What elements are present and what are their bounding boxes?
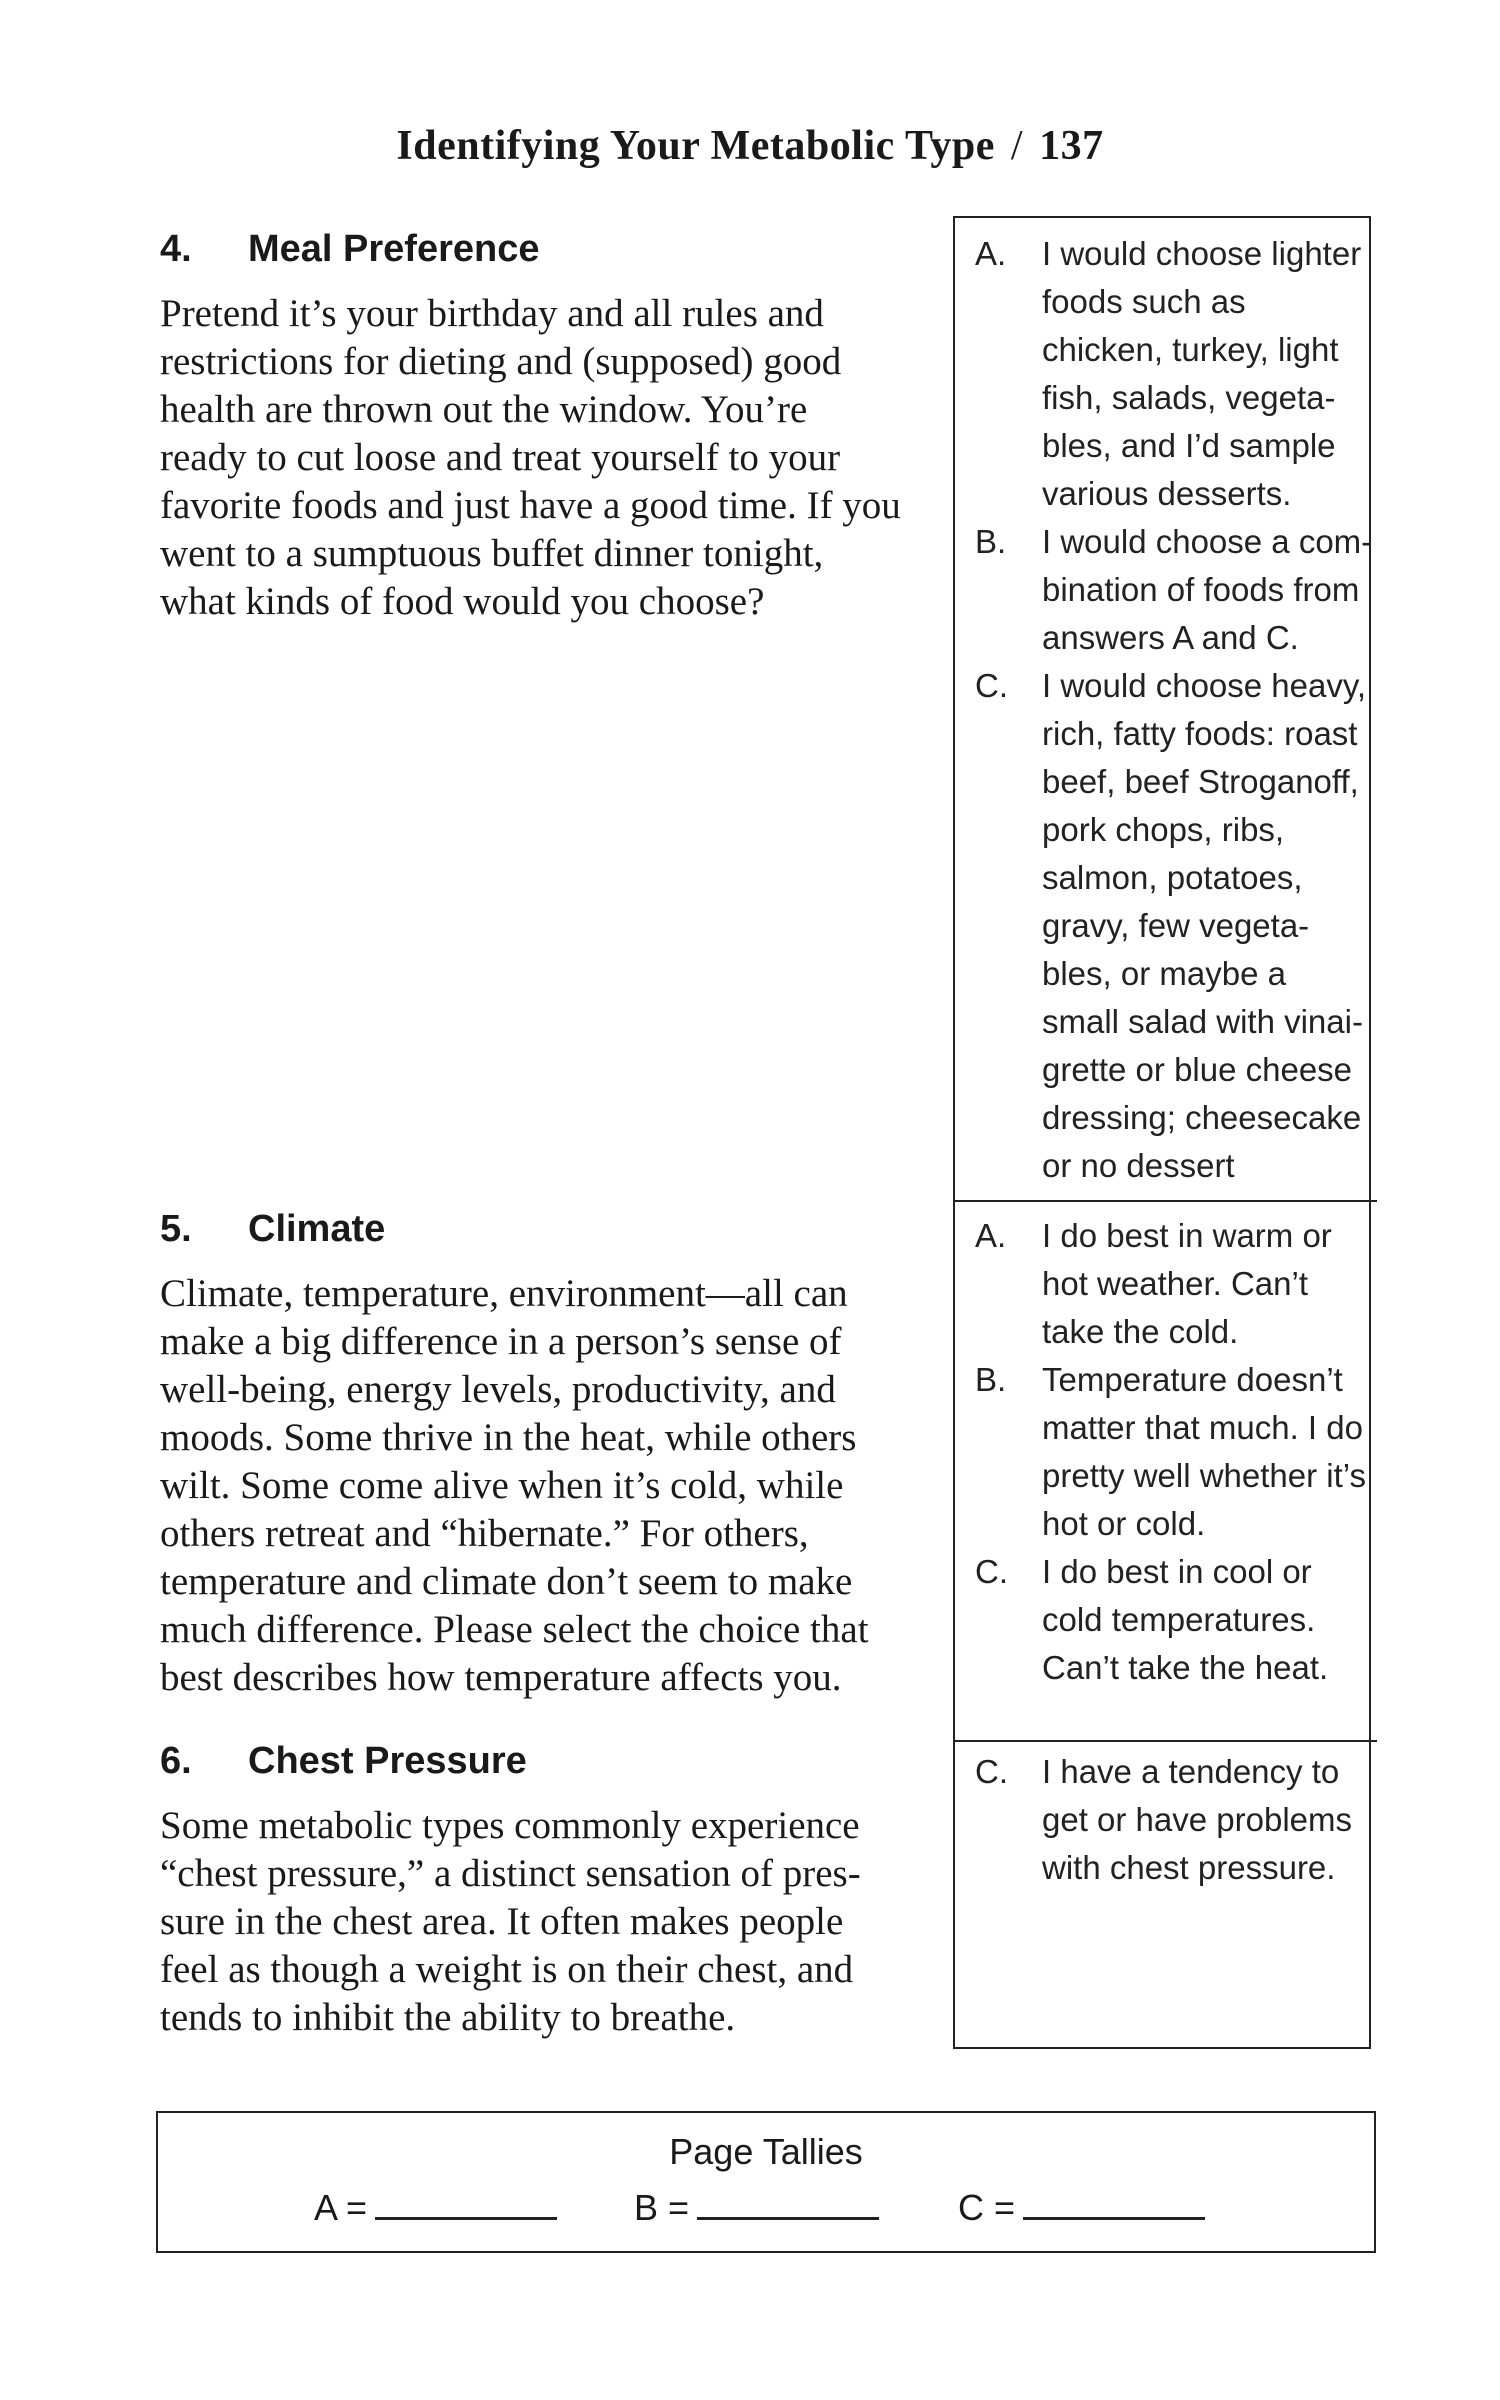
text-line: “chest pressure,” a distinct sensation of pres- (160, 1852, 861, 1895)
option-line: small salad with vinai- (1042, 1003, 1363, 1040)
option-line: fish, salads, vegeta- (1042, 379, 1336, 416)
question-5-text (160, 1270, 920, 1702)
option-line: bles, and I’d sample (1042, 427, 1336, 464)
option-line: bles, or maybe a (1042, 955, 1286, 992)
tally-a (314, 2187, 557, 2229)
tally-a-blank[interactable] (375, 2187, 557, 2220)
page-number: 137 (1039, 123, 1104, 169)
text-line: sure in the chest area. It often makes people (160, 1900, 844, 1943)
text-line: favorite foods and just have a good time. If you (160, 484, 901, 527)
option-line: Can’t take the heat. (1042, 1649, 1329, 1686)
option-letter: B. (975, 1361, 1007, 1398)
tally-b-label: B = (634, 2187, 690, 2228)
option-line: matter that much. I do (1042, 1409, 1363, 1446)
option-line: or no dessert (1042, 1147, 1235, 1184)
option-line: salmon, potatoes, (1042, 859, 1303, 896)
option-line: I would choose a com- (1042, 523, 1373, 560)
option-line: take the cold. (1042, 1313, 1239, 1350)
answers-divider (953, 1200, 1377, 1202)
answer-option-b[interactable] (975, 1356, 1375, 1548)
option-letter: A. (975, 235, 1007, 272)
question-number: 4. (160, 228, 192, 270)
text-line: temperature and climate don’t seem to make (160, 1560, 853, 1603)
option-line: chicken, turkey, light (1042, 331, 1339, 368)
option-line: I do best in cool or (1042, 1553, 1312, 1590)
option-letter: A. (975, 1217, 1007, 1254)
option-line: I would choose lighter (1042, 235, 1362, 272)
question-6-heading (160, 1740, 920, 1783)
text-line: much difference. Please select the choice that (160, 1608, 869, 1651)
option-letter: C. (975, 667, 1008, 704)
answer-option-c[interactable] (975, 1548, 1375, 1692)
question-number: 5. (160, 1208, 192, 1250)
option-letter: C. (975, 1553, 1008, 1590)
option-line: bination of foods from (1042, 571, 1360, 608)
text-line: tends to inhibit the ability to breathe. (160, 1996, 736, 2039)
question-title: Chest Pressure (248, 1740, 527, 1782)
text-line: Pretend it’s your birthday and all rules and (160, 292, 824, 335)
question-4-options (975, 230, 1375, 1190)
text-line: wilt. Some come alive when it’s cold, while (160, 1464, 844, 1507)
answer-option-c[interactable] (975, 1748, 1375, 1892)
text-line: others retreat and “hibernate.” For others, (160, 1512, 809, 1555)
option-line: I would choose heavy, (1042, 667, 1367, 704)
option-line: get or have problems (1042, 1801, 1353, 1838)
question-number: 6. (160, 1740, 192, 1782)
option-line: hot weather. Can’t (1042, 1265, 1308, 1302)
answer-option-c[interactable] (975, 662, 1375, 1190)
text-line: went to a sumptuous buffet dinner tonight, (160, 532, 824, 575)
option-line: rich, fatty foods: roast (1042, 715, 1358, 752)
option-line: gravy, few vegeta- (1042, 907, 1310, 944)
option-line: various desserts. (1042, 475, 1292, 512)
option-line: answers A and C. (1042, 619, 1299, 656)
tally-b (634, 2187, 879, 2229)
option-line: with chest pressure. (1042, 1849, 1336, 1886)
header-separator: / (1010, 123, 1024, 169)
answer-option-a[interactable] (975, 1212, 1375, 1356)
option-line: beef, beef Stroganoff, (1042, 763, 1359, 800)
tally-a-label: A = (314, 2187, 368, 2228)
header-title: Identifying Your Metabolic Type (396, 123, 995, 169)
text-line: well-being, energy levels, productivity, and (160, 1368, 836, 1411)
option-letter: C. (975, 1753, 1008, 1790)
text-line: Climate, temperature, environment—all can (160, 1272, 848, 1315)
option-letter: B. (975, 523, 1007, 560)
option-line: I have a tendency to (1042, 1753, 1340, 1790)
question-5-heading (160, 1208, 920, 1251)
option-line: grette or blue cheese (1042, 1051, 1353, 1088)
tallies-title: Page Tallies (669, 2131, 863, 2172)
question-title: Climate (248, 1208, 386, 1250)
text-line: Some metabolic types commonly experience (160, 1804, 860, 1847)
text-line: best describes how temperature affects you. (160, 1656, 842, 1699)
question-title: Meal Preference (248, 228, 540, 270)
tally-b-blank[interactable] (697, 2187, 879, 2220)
option-line: hot or cold. (1042, 1505, 1206, 1542)
option-line: cold temperatures. (1042, 1601, 1316, 1638)
running-header (0, 122, 1500, 170)
tally-c (958, 2187, 1205, 2229)
question-5-options (975, 1212, 1375, 1692)
text-line: feel as though a weight is on their chest, and (160, 1948, 854, 1991)
tally-c-label: C = (958, 2187, 1016, 2228)
text-line: moods. Some thrive in the heat, while others (160, 1416, 857, 1459)
answers-divider (953, 1740, 1377, 1742)
question-4-text (160, 290, 920, 626)
answer-option-a[interactable] (975, 230, 1375, 518)
question-6-text (160, 1802, 920, 2042)
option-line: Temperature doesn’t (1042, 1361, 1343, 1398)
text-line: what kinds of food would you choose? (160, 580, 765, 623)
text-line: restrictions for dieting and (supposed) good (160, 340, 842, 383)
page-tallies-box (156, 2111, 1376, 2253)
text-line: make a big difference in a person’s sense of (160, 1320, 842, 1363)
text-line: ready to cut loose and treat yourself to your (160, 436, 841, 479)
option-line: I do best in warm or (1042, 1217, 1332, 1254)
text-line: health are thrown out the window. You’re (160, 388, 808, 431)
option-line: pork chops, ribs, (1042, 811, 1285, 848)
option-line: foods such as (1042, 283, 1246, 320)
option-line: dressing; cheesecake (1042, 1099, 1362, 1136)
answer-option-b[interactable] (975, 518, 1375, 662)
question-4-heading (160, 228, 920, 271)
tally-c-blank[interactable] (1023, 2187, 1205, 2220)
question-6-options (975, 1748, 1375, 1892)
option-line: pretty well whether it’s (1042, 1457, 1367, 1494)
